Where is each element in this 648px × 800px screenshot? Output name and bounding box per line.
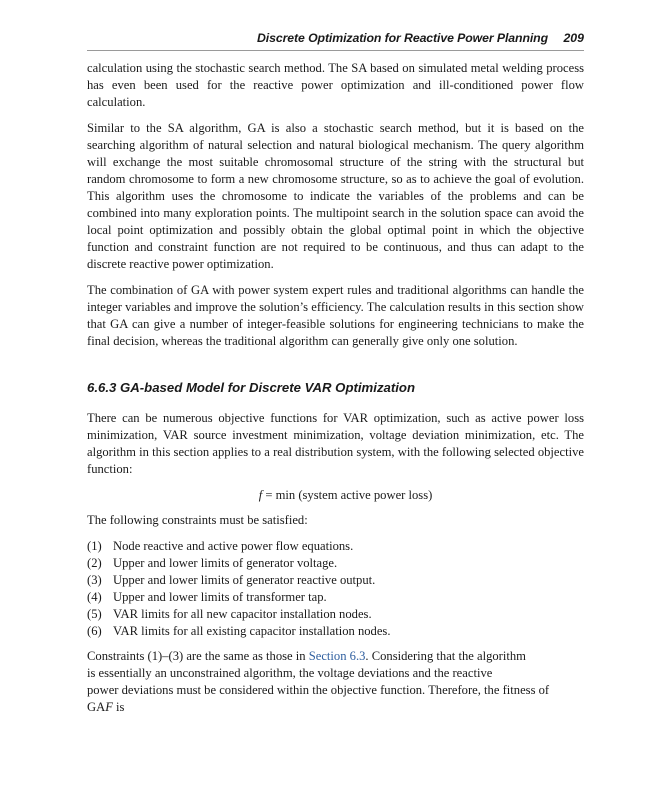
- objective-equation: [87, 487, 584, 504]
- equation-rhs: = min (system active power loss): [262, 488, 433, 502]
- list-item: [87, 623, 584, 640]
- paragraph-constraints-closing: [87, 648, 584, 716]
- section-heading: 6.6.3 GA-based Model for Discrete VAR Optimization: [87, 380, 416, 395]
- list-item-text: Upper and lower limits of generator reactive output.: [113, 573, 376, 587]
- list-item: [87, 589, 584, 606]
- list-item-text: VAR limits for all new capacitor installation nodes.: [113, 607, 372, 621]
- page-body: [87, 60, 584, 725]
- paragraph-ga-description: Similar to the SA algorithm, GA is also a stochastic search method, but it is based on the searching algorithm of natural selection and natural biological mechanism. The query algorithm will exchange the most suitable chromosomal structure of the string with the structural but random chromosome to form a new chromosome structure, so as to achieve the goal of evolution. This algorithm uses the chromosome to indicate the variables of the problems and can be combined into many exploration points. The multipoint search in the solution space can avoid the local point optimization and possibly obtain the global optimal point in which the objective function and constraint function are not required to be continuous, and thus can adapt to the discrete reactive power optimization.: [87, 121, 584, 271]
- list-item-text: VAR limits for all existing capacitor installation nodes.: [113, 624, 391, 638]
- list-item-number: (2): [87, 556, 102, 570]
- list-item: [87, 606, 584, 623]
- list-item-text: Upper and lower limits of transformer tap.: [113, 590, 327, 604]
- closing-text-ga: GA: [87, 700, 106, 714]
- paragraph-ga-combination: The combination of GA with power system expert rules and traditional algorithms can handle the integer variables and improve the solution’s efficiency. The calculation results in this section show that GA can give a number of integer-feasible solutions for engineering technicians to make the final decision, whereas the traditional algorithm can generally give only one solution.: [87, 283, 584, 348]
- list-item-number: (3): [87, 573, 102, 587]
- closing-text-line3: power deviations must be considered within the objective function. Therefore, the fitness of: [87, 683, 550, 697]
- list-item-text: Node reactive and active power flow equations.: [113, 539, 354, 553]
- list-item-number: (5): [87, 607, 102, 621]
- list-item-number: (4): [87, 590, 102, 604]
- paragraph-sa-continuation: calculation using the stochastic search method. The SA based on simulated metal welding process has even been used for the reactive power optimization and ill-conditioned power flow calculation.: [87, 61, 584, 109]
- list-item-number: (1): [87, 539, 102, 553]
- closing-text-end: is: [112, 700, 125, 714]
- closing-text-f: F: [105, 700, 113, 714]
- constraints-list: [87, 538, 584, 640]
- list-item-text: Upper and lower limits of generator voltage.: [113, 556, 338, 570]
- constraints-intro: The following constraints must be satisfied:: [87, 513, 308, 527]
- section-6-3-link[interactable]: Section 6.3: [308, 649, 366, 663]
- list-item: [87, 572, 584, 589]
- equation-lhs: f: [258, 488, 263, 502]
- closing-text-line2: is essentially an unconstrained algorithm, the voltage deviations and the reactive: [87, 666, 493, 680]
- running-header: [87, 28, 584, 51]
- page-number: 209: [563, 31, 584, 45]
- list-item: [87, 538, 584, 555]
- list-item: [87, 555, 584, 572]
- list-item-number: (6): [87, 624, 102, 638]
- paragraph-objective-intro: There can be numerous objective functions for VAR optimization, such as active power loss minimization, VAR source investment minimization, voltage deviation minimization, etc. The algorithm in this section applies to a real distribution system, with the following selected objective function:: [87, 411, 584, 476]
- closing-text-start: Constraints (1)–(3) are the same as those in: [87, 649, 309, 663]
- closing-text-line1: . Considering that the algorithm: [365, 649, 526, 663]
- running-header-title: Discrete Optimization for Reactive Power Planning: [257, 31, 548, 45]
